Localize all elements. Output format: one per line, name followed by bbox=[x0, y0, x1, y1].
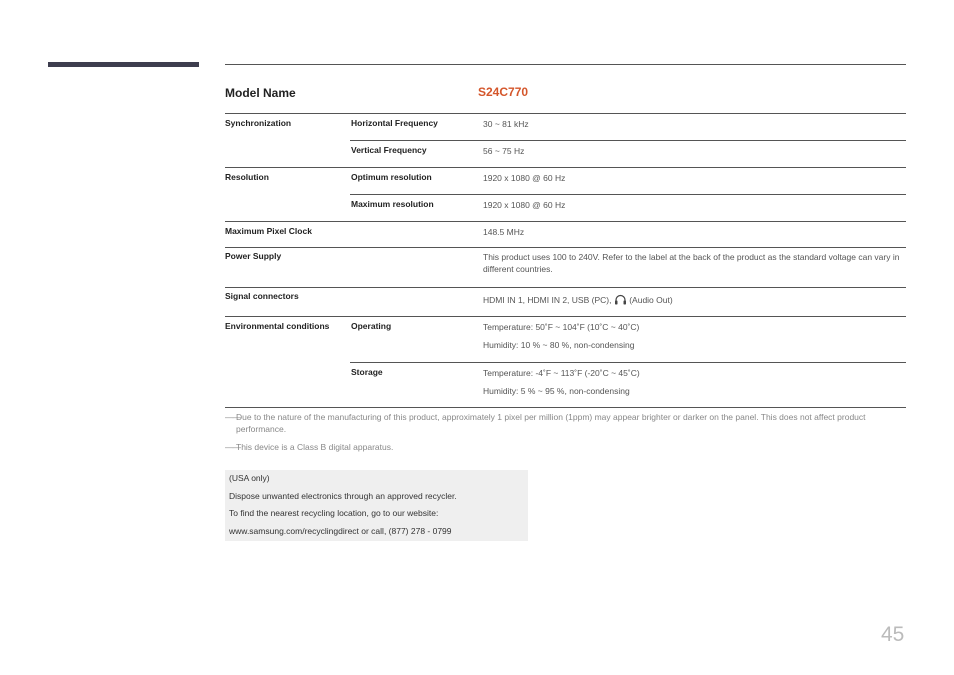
table-row bbox=[225, 114, 906, 141]
row-sublabel: Horizontal Frequency bbox=[351, 118, 438, 128]
footnotes bbox=[225, 411, 906, 459]
recycling-line: To find the nearest recycling location, go to our website: bbox=[229, 508, 439, 518]
row-value: 1920 x 1080 @ 60 Hz bbox=[483, 200, 566, 210]
table-row bbox=[225, 363, 906, 408]
headphones-icon bbox=[614, 294, 627, 305]
temperature-value: Temperature: -4˚F ~ 113˚F (-20˚C ~ 45˚C) bbox=[483, 368, 640, 378]
table-row bbox=[225, 288, 906, 317]
recycling-line: Dispose unwanted electronics through an approved recycler. bbox=[229, 491, 457, 501]
footnote-marker: ―― bbox=[225, 412, 240, 422]
table-row bbox=[225, 141, 906, 168]
row-value: 30 ~ 81 kHz bbox=[483, 119, 529, 129]
footnote-text: Due to the nature of the manufacturing of this product, approximately 1 pixel per million (1ppm) may appear brighter or darker on the panel. This does not affect product performance. bbox=[236, 412, 866, 434]
row-label: Power Supply bbox=[225, 251, 282, 261]
footnote-text: This device is a Class B digital apparatus. bbox=[236, 442, 394, 452]
row-sublabel: Storage bbox=[351, 367, 383, 377]
row-value bbox=[483, 367, 906, 397]
humidity-value: Humidity: 5 % ~ 95 %, non-condensing bbox=[483, 386, 630, 396]
table-row bbox=[225, 222, 906, 248]
row-sublabel: Operating bbox=[351, 321, 392, 331]
row-label: Resolution bbox=[225, 172, 269, 182]
row-value: 56 ~ 75 Hz bbox=[483, 146, 525, 156]
row-value bbox=[483, 321, 906, 351]
row-sublabel: Optimum resolution bbox=[351, 172, 432, 182]
row-label: Environmental conditions bbox=[225, 321, 330, 331]
model-row bbox=[225, 86, 906, 114]
row-value: 1920 x 1080 @ 60 Hz bbox=[483, 173, 566, 183]
table-row bbox=[225, 248, 906, 288]
row-label: Synchronization bbox=[225, 118, 292, 128]
model-label: Model Name bbox=[225, 86, 296, 100]
row-value: 148.5 MHz bbox=[483, 227, 525, 237]
table-row bbox=[225, 195, 906, 222]
page-number: 45 bbox=[881, 623, 905, 646]
model-value: S24C770 bbox=[478, 85, 529, 99]
recycling-line: (USA only) bbox=[229, 473, 270, 483]
table-row bbox=[225, 168, 906, 195]
row-label: Maximum Pixel Clock bbox=[225, 226, 312, 236]
row-label: Signal connectors bbox=[225, 291, 299, 301]
temperature-value: Temperature: 50˚F ~ 104˚F (10˚C ~ 40˚C) bbox=[483, 322, 640, 332]
row-value bbox=[483, 291, 906, 306]
signal-value-audio: (Audio Out) bbox=[629, 295, 673, 305]
footnote bbox=[225, 411, 906, 435]
footnote-marker: ―― bbox=[225, 442, 240, 452]
row-sublabel: Vertical Frequency bbox=[351, 145, 427, 155]
recycling-info-box bbox=[225, 470, 528, 541]
spec-table bbox=[225, 86, 906, 408]
row-sublabel: Maximum resolution bbox=[351, 199, 434, 209]
footnote bbox=[225, 441, 906, 453]
signal-value-text: HDMI IN 1, HDMI IN 2, USB (PC), bbox=[483, 295, 612, 305]
table-row bbox=[225, 317, 906, 363]
section-marker-bar bbox=[48, 62, 199, 67]
top-rule bbox=[225, 64, 906, 65]
recycling-url: www.samsung.com/recyclingdirect or call, (877) 278 - 0799 bbox=[229, 526, 452, 536]
row-value: This product uses 100 to 240V. Refer to the label at the back of the product as the standard voltage can vary in different countries. bbox=[483, 252, 900, 274]
humidity-value: Humidity: 10 % ~ 80 %, non-condensing bbox=[483, 340, 635, 350]
